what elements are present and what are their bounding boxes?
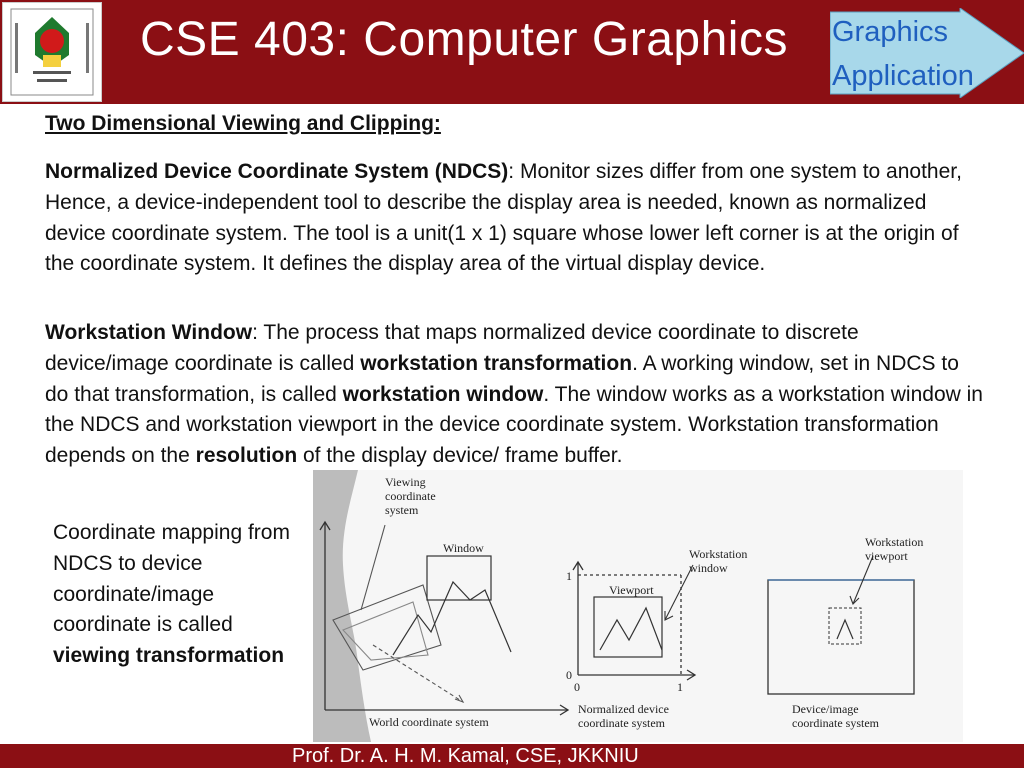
workstation-text-4: of the display device/ frame buffer. <box>297 444 623 468</box>
ndc-tick-1-y: 1 <box>566 569 572 583</box>
workstation-text-1: : The process that maps normalized device coordinate to discrete device/image coordinate is called <box>45 321 859 375</box>
section-heading: Two Dimensional Viewing and Clipping: <box>45 112 441 135</box>
ndc-tick-0-x: 0 <box>574 680 580 694</box>
university-logo <box>2 2 102 102</box>
viewing-pipeline-figure <box>313 470 963 742</box>
figure-caption <box>53 518 313 672</box>
workstation-bold-1: workstation transformation <box>360 351 633 375</box>
workstation-viewport-label-2: viewport <box>865 549 908 563</box>
page-title: CSE 403: Computer Graphics <box>140 13 788 66</box>
device-label-2: coordinate system <box>792 716 879 730</box>
footer-bar <box>0 744 1024 768</box>
workstation-viewport-label-1: Workstation <box>865 535 924 549</box>
caption-text: Coordinate mapping from NDCS to device coordinate/image coordinate is called <box>53 521 290 637</box>
caption-bold: viewing transformation <box>53 644 285 668</box>
viewport-label: Viewport <box>609 583 654 597</box>
workstation-text-3: . The window works as a workstation window in the NDCS and workstation viewport in the device coordinate system. Workstation transformation depends on the <box>45 382 983 468</box>
footer-author: Prof. Dr. A. H. M. Kamal, CSE, JKKNIU <box>292 745 639 767</box>
workstation-paragraph <box>45 318 985 472</box>
tag-line-2: Application <box>832 60 974 92</box>
viewing-label-3: system <box>385 503 419 517</box>
workstation-bold-2: workstation window <box>342 382 544 406</box>
viewing-label-1: Viewing <box>385 475 426 489</box>
ndc-label-2: coordinate system <box>578 716 665 730</box>
ndcs-body: : Monitor sizes differ from one system to another, Hence, a device-independent tool to describe the display area is needed, known as normalized device coordinate system. The tool is a unit(1 x 1) square whose lower left corner is at the origin of the coordinate system. It defines the display area of the virtual display device. <box>45 160 962 276</box>
ndc-tick-0: 0 <box>566 668 572 682</box>
ndc-label-1: Normalized device <box>578 702 669 716</box>
workstation-term: Workstation Window <box>45 321 253 344</box>
workstation-bold-3: resolution <box>195 444 298 468</box>
world-coordinate-label: World coordinate system <box>369 715 489 729</box>
workstation-text-2: . A working window, set in NDCS to do that transformation, is called <box>45 351 959 406</box>
header-bar <box>0 0 1024 104</box>
graphics-application-tag <box>830 8 1024 98</box>
window-label: Window <box>443 541 484 555</box>
ndc-tick-1-x: 1 <box>677 680 683 694</box>
tag-line-1: Graphics <box>832 16 949 48</box>
device-label-1: Device/image <box>792 702 859 716</box>
workstation-window-label-2: window <box>689 561 728 575</box>
viewing-label-2: coordinate <box>385 489 436 503</box>
workstation-window-label-1: Workstation <box>689 547 748 561</box>
ndcs-paragraph <box>45 157 985 280</box>
ndcs-term: Normalized Device Coordinate System (NDCS) <box>45 160 509 183</box>
